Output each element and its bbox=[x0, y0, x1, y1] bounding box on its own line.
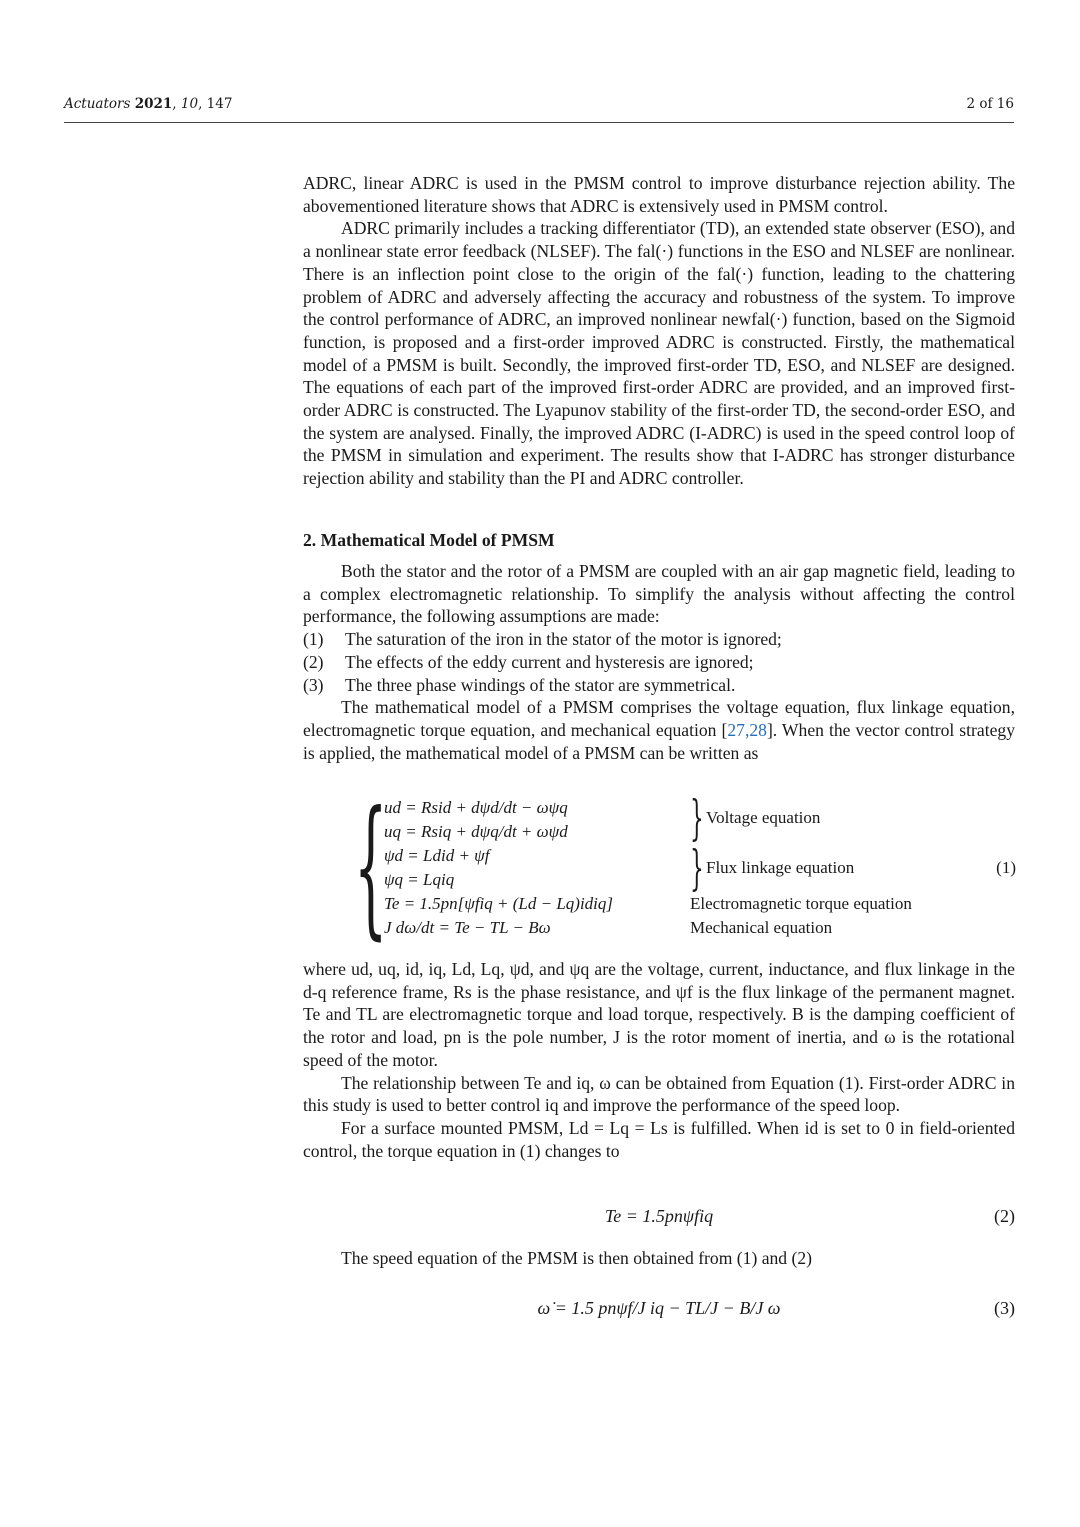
section-2-text-continued bbox=[303, 958, 1015, 1162]
equation-number: (1) bbox=[996, 858, 1016, 877]
equation-body: ω̇ = 1.5 pnψf/J iq − TL/J − B/J ω bbox=[537, 1298, 781, 1318]
eq-line: Te = 1.5pn[ψfiq + (Ld − Lq)idiq] bbox=[384, 894, 614, 913]
paragraph-6: The relationship between Te and iq, ω can be obtained from Equation (1). First-order ADRC in this study is used to better control iq and improve the performance of the speed loop. bbox=[303, 1072, 1015, 1116]
eq-line: ud = Rsid + dψd/dt − ωψq bbox=[384, 798, 568, 817]
speed-equation-intro bbox=[303, 1247, 1015, 1270]
eq-label: Flux linkage equation bbox=[706, 858, 855, 877]
eq-line: ψd = Ldid + ψf bbox=[384, 846, 490, 865]
eq-line: ψq = Lqiq bbox=[384, 870, 455, 889]
paragraph-5: where ud, uq, id, iq, Ld, Lq, ψd, and ψq are the voltage, current, inductance, and flux linkage in the d-q reference frame, Rs is the phase resistance, and ψf is the flux linkage of the permanent magnet. Te and TL are electromagnetic torque and load torque, respectively. B is the damping coefficient of the rotor and load, pn is the pole number, J is the rotor moment of inertia, and ω is the rotational speed of the motor. bbox=[303, 959, 1015, 1070]
page-number: 2 of 16 bbox=[966, 96, 1014, 112]
journal-citation: Actuators 2021, 10, 147 bbox=[64, 96, 233, 112]
equation-number: (2) bbox=[994, 1206, 1015, 1226]
left-brace: { bbox=[354, 780, 388, 954]
eq-label: Voltage equation bbox=[706, 808, 821, 827]
right-brace: } bbox=[690, 790, 704, 846]
equation-2 bbox=[303, 1206, 1015, 1238]
paragraph-3: Both the stator and the rotor of a PMSM are coupled with an air gap magnetic field, leading to a complex electromagnetic relationship. To simplify the analysis without affecting the control performance, the following assumptions are made: bbox=[303, 561, 1015, 627]
paragraph-1: ADRC, linear ADRC is used in the PMSM control to improve disturbance rejection ability. The abovementioned literature shows that ADRC is extensively used in PMSM control. bbox=[303, 173, 1015, 216]
list-item: (2) The effects of the eddy current and hysteresis are ignored; bbox=[303, 651, 754, 672]
list-item: (1) The saturation of the iron in the stator of the motor is ignored; bbox=[303, 629, 782, 650]
paragraph-4: The mathematical model of a PMSM comprises the voltage equation, flux linkage equation, electromagnetic torque equation, and mechanical equation [27,28]. When the vector control strategy is applied, the mathematical model of a PMSM can be written as bbox=[303, 697, 1015, 763]
eq-line: uq = Rsiq + dψq/dt + ωψd bbox=[384, 822, 568, 841]
equation-body: Te = 1.5pnψfiq bbox=[604, 1206, 714, 1226]
citation-link[interactable]: 27,28 bbox=[727, 719, 767, 740]
section-2-text bbox=[303, 560, 1015, 764]
equation-3 bbox=[303, 1298, 1015, 1330]
eq-line: J dω/dt = Te − TL − Bω bbox=[384, 918, 551, 937]
intro-text bbox=[303, 172, 1015, 490]
list-item: (3) The three phase windings of the stator are symmetrical. bbox=[303, 674, 736, 695]
eq-label: Electromagnetic torque equation bbox=[690, 894, 912, 913]
equation-number: (3) bbox=[994, 1298, 1015, 1318]
paragraph-2: ADRC primarily includes a tracking differentiator (TD), an extended state observer (ESO), and a nonlinear state error feedback (NLSEF). The fal(·) functions in the ESO and NLSEF are nonlinear. There is an inflection point close to the origin of the fal(·) function, leading to the chattering problem of ADRC and adversely affecting the accuracy and robustness of the system. To improve the control performance of ADRC, an improved nonlinear newfal(·) function, based on the Sigmoid function, is proposed and a first-order improved ADRC is constructed. Firstly, the mathematical model of a PMSM is built. Secondly, the improved first-order TD, ESO, and NLSEF are designed. The equations of each part of the improved first-order ADRC are provided, and an improved first-order ADRC is constructed. The Lyapunov stability of the first-order TD, the second-order ESO, and the system are analysed. Finally, the improved ADRC (I-ADRC) is used in the speed control loop of the PMSM in simulation and experiment. The results show that I-ADRC has stronger disturbance rejection ability and stability than the PI and ADRC controller. bbox=[303, 218, 1015, 489]
right-brace: } bbox=[690, 840, 704, 896]
eq-label: Mechanical equation bbox=[690, 918, 833, 937]
running-header bbox=[64, 92, 1014, 123]
equation-1 bbox=[354, 780, 1016, 954]
paragraph-7: For a surface mounted PMSM, Ld = Lq = Ls is fulfilled. When id is set to 0 in field-oriented control, the torque equation in (1) changes to bbox=[303, 1117, 1015, 1161]
paragraph-8: The speed equation of the PMSM is then obtained from (1) and (2) bbox=[341, 1248, 813, 1268]
section-heading: 2. Mathematical Model of PMSM bbox=[303, 530, 555, 550]
